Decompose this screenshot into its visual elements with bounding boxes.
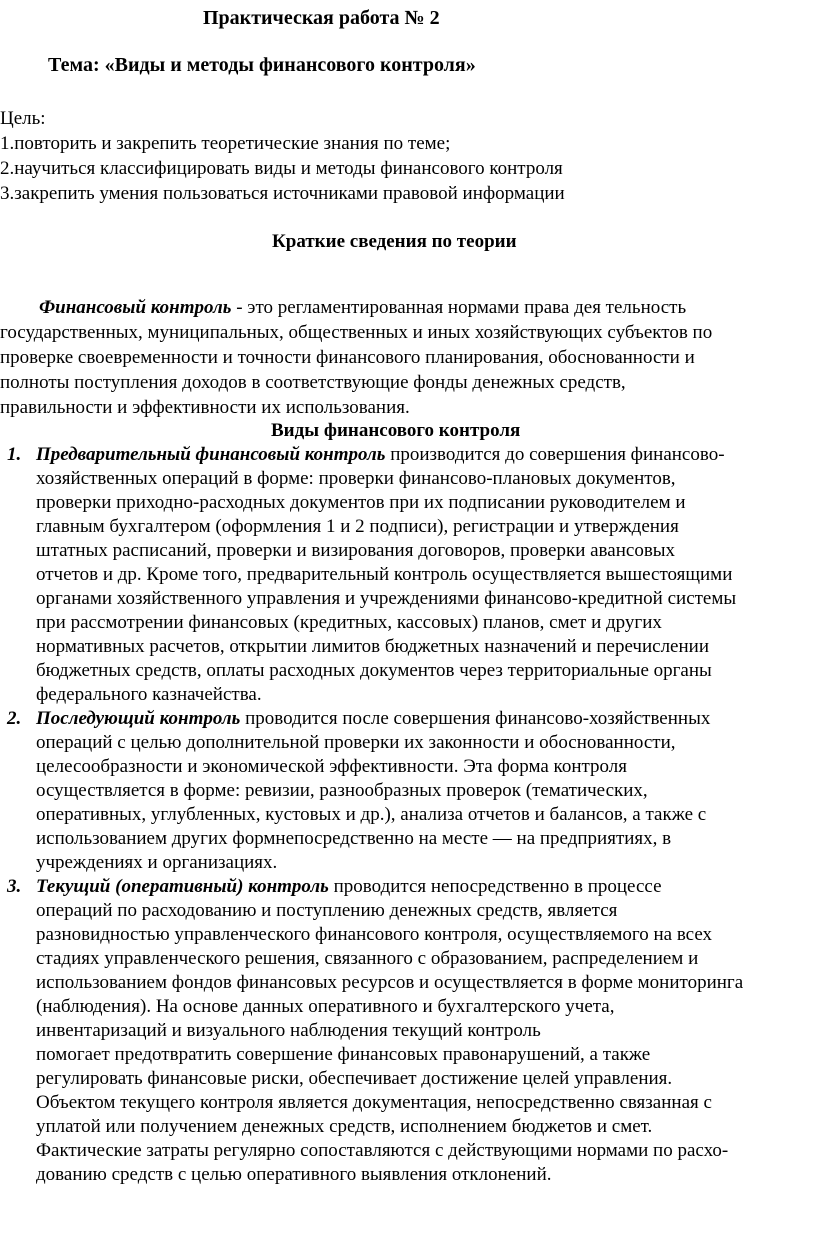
type-line: стадиях управленческого решения, связанного с образованием, распределением и (36, 948, 699, 969)
type-line: регулировать финансовые риски, обеспечивает достижение целей управления. (36, 1068, 673, 1089)
type-first-line (36, 875, 662, 899)
type-line: инвентаризаций и визуального наблюдения текущий контроль (36, 1020, 541, 1041)
type-term: Предварительный финансовый контроль (36, 444, 386, 465)
type-line: при рассмотрении финансовых (кредитных, кассовых) планов, смет и других (36, 612, 662, 633)
definition-first-line (39, 296, 686, 320)
goal-item: 1.повторить и закрепить теоретические знания по теме; (0, 133, 451, 154)
definition-text: - это регламентированная нормами права дея тельность (231, 297, 687, 318)
type-line: Объектом текущего контроля является документация, непосредственно связанная с (36, 1092, 712, 1113)
goal-item: 2.научиться классифицировать виды и методы финансового контроля (0, 158, 563, 179)
type-first-line (36, 443, 725, 467)
type-line: (наблюдения). На основе данных оперативного и бухгалтерского учета, (36, 996, 615, 1017)
type-text: проводится после совершения финансово-хозяйственных (240, 708, 711, 729)
type-line: дованию средств с целью оперативного выявления отклонений. (36, 1164, 552, 1185)
type-line: использованием других формнепосредственно на месте — на предприятиях, в (36, 828, 672, 849)
types-heading: Виды финансового контроля (271, 420, 521, 441)
type-line: отчетов и др. Кроме того, предварительный контроль осуществляется вышестоящими (36, 564, 733, 585)
type-line: операций по расходованию и поступлению денежных средств, является (36, 900, 618, 921)
topic-heading: Тема: «Виды и методы финансового контроля» (48, 54, 476, 76)
type-line: использованием фондов финансовых ресурсов и осуществляется в форме мониторинга (36, 972, 744, 993)
type-text: проводится непосредственно в процессе (328, 876, 662, 897)
type-term: Последующий контроль (36, 708, 241, 729)
definition-line: правильности и эффективности их использования. (0, 397, 410, 418)
type-first-line (36, 707, 710, 731)
list-number: 1. (7, 444, 22, 465)
type-line: целесообразности и экономической эффективности. Эта форма контроля (36, 756, 627, 777)
list-number: 3. (7, 876, 22, 897)
type-line: уплатой или получением денежных средств, исполнением бюджетов и смет. (36, 1116, 653, 1137)
type-term: Текущий (оперативный) контроль (36, 876, 329, 897)
goal-label: Цель: (0, 108, 46, 129)
definition-term: Финансовый контроль (39, 297, 232, 318)
type-line: оперативных, углубленных, кустовых и др.), анализа отчетов и балансов, а также с (36, 804, 707, 825)
definition-line: полноты поступления доходов в соответствующие фонды денежных средств, (0, 372, 626, 393)
type-line: главным бухгалтером (оформления 1 и 2 подписи), регистрации и утверждения (36, 516, 679, 537)
goal-item: 3.закрепить умения пользоваться источниками правовой информации (0, 183, 565, 204)
type-line: штатных расписаний, проверки и визирования договоров, проверки авансовых (36, 540, 676, 561)
type-line: операций с целью дополнительной проверки их законности и обоснованности, (36, 732, 676, 753)
type-line: органами хозяйственного управления и учреждениями финансово-кредитной системы (36, 588, 737, 609)
definition-line: проверке своевременности и точности финансового планирования, обоснованности и (0, 347, 695, 368)
list-number: 2. (7, 708, 22, 729)
type-line: бюджетных средств, оплаты расходных документов через территориальные органы (36, 660, 712, 681)
type-line: нормативных расчетов, открытии лимитов бюджетных назначений и перечислении (36, 636, 709, 657)
type-line: разновидностью управленческого финансового контроля, осуществляемого на всех (36, 924, 713, 945)
type-line: помогает предотвратить совершение финансовых правонарушений, а также (36, 1044, 651, 1065)
type-line: учреждениях и организациях. (36, 852, 278, 873)
type-text: производится до совершения финансово- (385, 444, 725, 465)
type-line: проверки приходно-расходных документов при их подписании руководителем и (36, 492, 686, 513)
type-line: федерального казначейства. (36, 684, 262, 705)
type-line: осуществляется в форме: ревизии, разнообразных проверок (тематических, (36, 780, 648, 801)
type-line: хозяйственных операций в форме: проверки финансово-плановых документов, (36, 468, 676, 489)
type-line: Фактические затраты регулярно сопоставляются с действующими нормами по расхо- (36, 1140, 729, 1161)
theory-heading: Краткие сведения по теории (272, 231, 517, 252)
definition-line: государственных, муниципальных, общественных и иных хозяйствующих субъектов по (0, 322, 713, 343)
page-title: Практическая работа № 2 (203, 7, 440, 29)
